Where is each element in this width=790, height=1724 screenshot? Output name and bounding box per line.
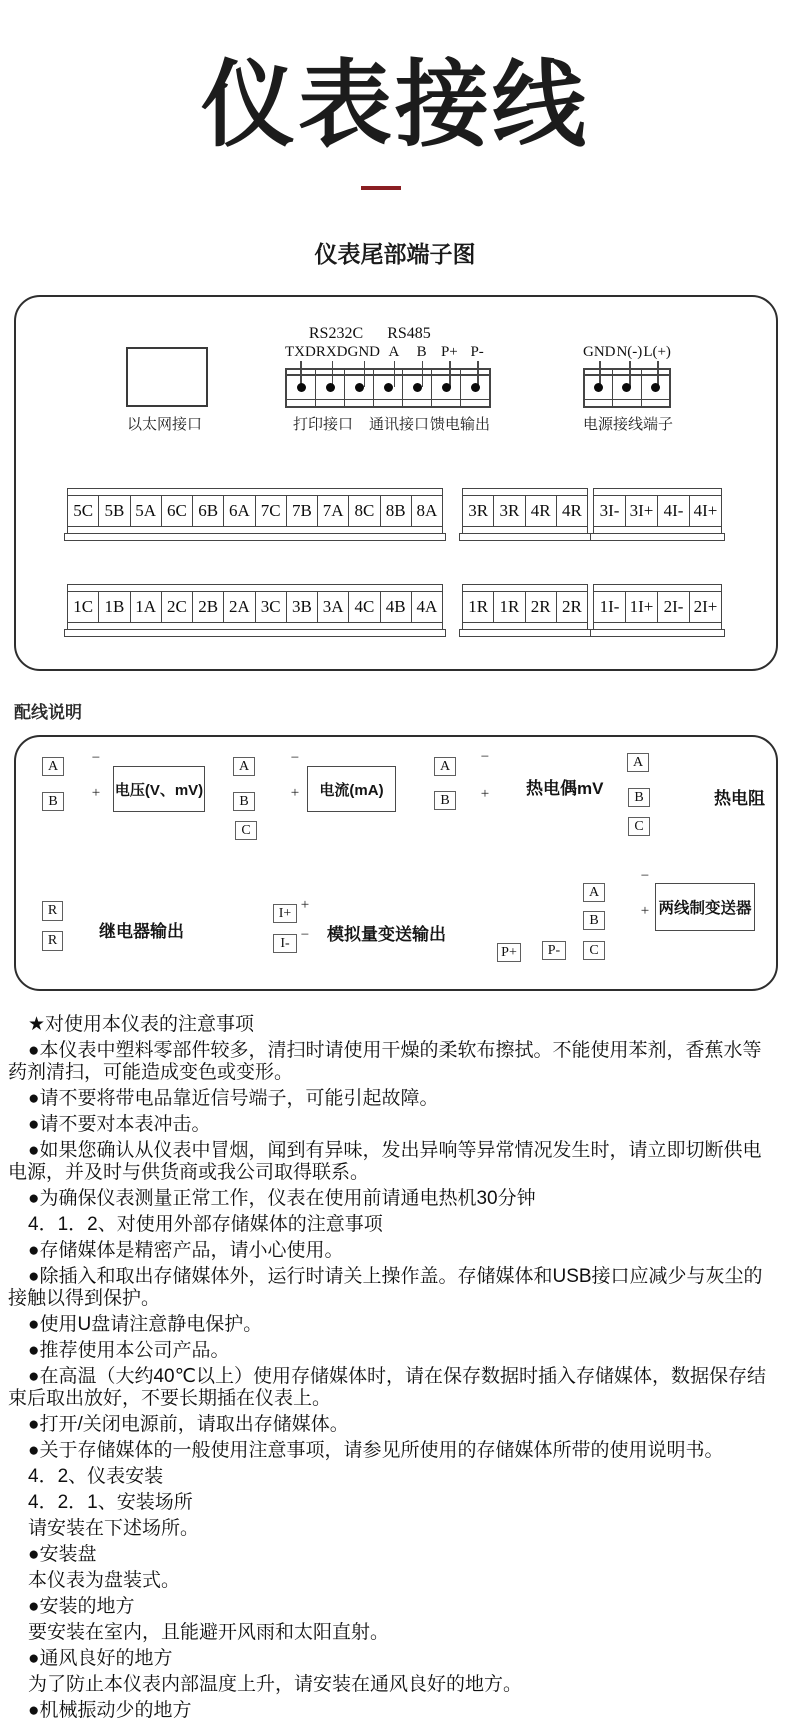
terminal-cell xyxy=(374,370,403,406)
pin-label: P+ xyxy=(440,344,458,360)
terminal-cell xyxy=(345,370,374,406)
terminal-cell-label: 6A xyxy=(224,496,255,526)
terminal-box: C xyxy=(235,821,257,840)
terminal-cell-label: 4I- xyxy=(658,496,690,526)
strip-rail xyxy=(463,622,587,629)
serial-terminal-cells xyxy=(285,368,491,408)
title-divider xyxy=(361,186,401,190)
note-paragraph: ●为确保仪表测量正常工作，仪表在使用前请通电热机30分钟 xyxy=(28,1188,536,1209)
pin-label: GND xyxy=(583,344,616,360)
note-paragraph: ●在高温（大约40℃以上）使用存储媒体时，请在保存数据时插入存储媒体，数据保存结束后取出放好，不要长期插在仪表上。 xyxy=(8,1366,766,1409)
minus-sign: − xyxy=(300,927,310,943)
ethernet-caption: 以太网接口 xyxy=(127,416,203,433)
comm-port-caption: 通讯接口 xyxy=(369,416,430,433)
terminal-box: A xyxy=(583,883,605,902)
terminal-cell xyxy=(642,370,669,406)
terminal-cell-label: 2C xyxy=(162,592,193,622)
screw-dot-icon xyxy=(651,383,660,392)
strip-base xyxy=(459,533,591,541)
terminal-cell-label: 2I- xyxy=(658,592,690,622)
terminal-cell-label: 4B xyxy=(381,592,412,622)
screw-dot-icon xyxy=(384,383,393,392)
plus-sign: + xyxy=(480,786,490,802)
voltage-device-box: 电压(V、mV) xyxy=(113,766,205,812)
terminal-cell-label: 7B xyxy=(287,496,318,526)
terminal-cell-label: 7A xyxy=(318,496,349,526)
relay-output-label: 继电器输出 xyxy=(99,922,184,941)
terminal-box: A xyxy=(627,753,649,772)
terminal-cell xyxy=(585,370,613,406)
strip-rail xyxy=(68,585,442,592)
screw-dot-icon xyxy=(594,383,603,392)
terminal-cell-label: 2R xyxy=(561,597,582,616)
terminal-cell-label: 5B xyxy=(99,496,130,526)
terminal-cell-label: 4I+ xyxy=(693,501,718,520)
analog-output-label: 模拟量变送输出 xyxy=(327,925,446,944)
screw-dot-icon xyxy=(442,383,451,392)
terminal-row2-group3 xyxy=(593,584,722,630)
strip-rail xyxy=(594,585,721,592)
power-caption: 电源接线端子 xyxy=(583,416,674,433)
note-paragraph: 4．1．2、对使用外部存储媒体的注意事项 xyxy=(28,1214,383,1235)
screw-dot-icon xyxy=(471,383,480,392)
minus-sign: − xyxy=(290,750,300,766)
pin-label: P- xyxy=(470,344,484,360)
strip-rail xyxy=(594,622,721,629)
terminal-cell xyxy=(403,370,432,406)
terminal-row2-group1 xyxy=(67,584,443,630)
strip-base xyxy=(459,629,591,637)
note-paragraph: 4．2．1、安装场所 xyxy=(28,1492,193,1513)
feed-output-caption: 馈电输出 xyxy=(430,416,491,433)
note-paragraph: ●除插入和取出存储媒体外，运行时请关上操作盖。存储媒体和USB接口应减少与灰尘的接触以得到保护。 xyxy=(8,1266,763,1309)
note-paragraph: ●使用U盘请注意静电保护。 xyxy=(28,1314,263,1335)
transmitter-device-box: 两线制变送器 xyxy=(655,883,755,931)
rs232c-label: RS232C xyxy=(308,325,364,342)
pin-label: GND xyxy=(347,344,380,360)
terminal-box: B xyxy=(233,792,255,811)
note-paragraph: ●存储媒体是精密产品，请小心使用。 xyxy=(28,1240,344,1261)
note-paragraph: ●通风良好的地方 xyxy=(28,1648,173,1669)
terminal-row1-group2 xyxy=(462,488,588,534)
terminal-cell-label: 3C xyxy=(256,592,287,622)
strip-rail xyxy=(594,526,721,533)
terminal-box: I- xyxy=(273,934,297,953)
note-paragraph: ●安装的地方 xyxy=(28,1596,135,1617)
screw-dot-icon xyxy=(413,383,422,392)
terminal-cell xyxy=(461,370,489,406)
terminal-cell-label: 2R xyxy=(526,592,557,622)
note-paragraph: ●请不要将带电品靠近信号端子，可能引起故障。 xyxy=(28,1088,439,1109)
note-paragraph: ★对使用本仪表的注意事项 xyxy=(28,1014,255,1035)
note-paragraph: 4．2、仪表安装 xyxy=(28,1466,164,1487)
wiring-section-title: 配线说明 xyxy=(14,703,82,722)
strip-rail xyxy=(594,489,721,496)
terminal-row1-group3 xyxy=(593,488,722,534)
ethernet-connector xyxy=(126,347,208,407)
pin-label: N(-) xyxy=(616,344,643,360)
terminal-cell xyxy=(432,370,461,406)
note-paragraph: 请安装在下述场所。 xyxy=(28,1518,200,1539)
terminal-cell-label: 4A xyxy=(416,597,438,616)
terminal-cell xyxy=(316,370,345,406)
power-terminal-cells xyxy=(583,368,671,408)
minus-sign: − xyxy=(640,868,650,884)
note-paragraph: ●关于存储媒体的一般使用注意事项，请参见所使用的存储媒体所带的使用说明书。 xyxy=(28,1440,724,1461)
terminal-box: P+ xyxy=(497,943,521,962)
terminal-box: I+ xyxy=(273,904,297,923)
terminal-box: A xyxy=(42,757,64,776)
terminal-cell-label: 6B xyxy=(193,496,224,526)
terminal-row1-group1 xyxy=(67,488,443,534)
strip-base xyxy=(590,533,725,541)
terminal-cell-label: 3I+ xyxy=(626,496,658,526)
pin-label: TXD xyxy=(285,344,316,360)
terminal-cell-label: 1C xyxy=(68,592,99,622)
note-paragraph: ●如果您确认从仪表中冒烟，闻到有异味，发出异响等异常情况发生时，请立即切断供电电源，并及时与供货商或我公司取得联系。 xyxy=(8,1140,762,1183)
terminal-cell-label: 3R xyxy=(494,496,525,526)
terminal-cell-label: 1R xyxy=(463,592,494,622)
terminal-cell-label: 1A xyxy=(131,592,162,622)
rs485-label: RS485 xyxy=(387,325,431,342)
terminal-cell-label: 2A xyxy=(224,592,255,622)
terminal-box: A xyxy=(233,757,255,776)
terminal-cell-label: 6C xyxy=(162,496,193,526)
terminal-cell-label: 2I+ xyxy=(693,597,718,616)
notes-section xyxy=(0,1014,778,1724)
strip-rail xyxy=(463,489,587,496)
terminal-box: C xyxy=(628,817,650,836)
screw-dot-icon xyxy=(622,383,631,392)
strip-base xyxy=(590,629,725,637)
plus-sign: + xyxy=(290,785,300,801)
plus-sign: + xyxy=(640,903,650,919)
strip-rail xyxy=(68,526,442,533)
terminal-diagram-heading: 仪表尾部端子图 xyxy=(314,241,476,267)
print-port-caption: 打印接口 xyxy=(293,416,354,433)
note-paragraph: 要安装在室内，且能避开风雨和太阳直射。 xyxy=(28,1622,390,1643)
terminal-box: B xyxy=(583,911,605,930)
terminal-cell-label: 7C xyxy=(256,496,287,526)
screw-dot-icon xyxy=(326,383,335,392)
terminal-box: B xyxy=(42,792,64,811)
pin-label: B xyxy=(416,344,427,360)
note-paragraph: ●机械振动少的地方 xyxy=(28,1700,192,1721)
terminal-cell xyxy=(287,370,316,406)
plus-sign: + xyxy=(91,785,101,801)
pin-label: RXD xyxy=(315,344,348,360)
minus-sign: − xyxy=(480,749,490,765)
terminal-box: P- xyxy=(542,941,566,960)
note-paragraph: ●安装盘 xyxy=(28,1544,97,1565)
terminal-cell-label: 4C xyxy=(349,592,380,622)
note-paragraph: ●打开/关闭电源前，请取出存储媒体。 xyxy=(28,1414,349,1435)
terminal-cell-label: 4R xyxy=(526,496,557,526)
terminal-cell-label: 1I+ xyxy=(626,592,658,622)
strip-base xyxy=(64,533,446,541)
minus-sign: − xyxy=(91,750,101,766)
rtd-label: 热电阻 xyxy=(714,789,765,808)
pin-label: L(+) xyxy=(643,344,671,360)
screw-dot-icon xyxy=(355,383,364,392)
terminal-cell-label: 5A xyxy=(131,496,162,526)
terminal-box: C xyxy=(583,941,605,960)
strip-rail xyxy=(463,585,587,592)
pin-label: A xyxy=(388,344,400,360)
terminal-box: R xyxy=(42,931,63,951)
terminal-cell-label: 8B xyxy=(381,496,412,526)
terminal-box: B xyxy=(628,788,650,807)
thermocouple-label: 热电偶mV xyxy=(526,779,604,798)
terminal-cell-label: 1B xyxy=(99,592,130,622)
note-paragraph: ●推荐使用本公司产品。 xyxy=(28,1340,230,1361)
terminal-cell-label: 3B xyxy=(287,592,318,622)
terminal-cell xyxy=(613,370,641,406)
terminal-row2-group2 xyxy=(462,584,588,630)
terminal-box: A xyxy=(434,757,456,776)
note-paragraph: ●请不要对本表冲击。 xyxy=(28,1114,211,1135)
terminal-cell-label: 1I- xyxy=(594,592,626,622)
terminal-cell-label: 8A xyxy=(416,501,438,520)
terminal-cell-label: 1R xyxy=(494,592,525,622)
strip-rail xyxy=(68,489,442,496)
note-paragraph: 本仪表为盘装式。 xyxy=(28,1570,181,1591)
current-device-box: 电流(mA) xyxy=(307,766,396,812)
terminal-cell-label: 8C xyxy=(349,496,380,526)
terminal-box: B xyxy=(434,791,456,810)
strip-base xyxy=(64,629,446,637)
terminal-cell-label: 3I- xyxy=(594,496,626,526)
strip-rail xyxy=(68,622,442,629)
terminal-cell-label: 3A xyxy=(318,592,349,622)
screw-dot-icon xyxy=(297,383,306,392)
terminal-box: R xyxy=(42,901,63,921)
note-paragraph: 为了防止本仪表内部温度上升，请安装在通风良好的地方。 xyxy=(28,1674,523,1695)
terminal-cell-label: 2B xyxy=(193,592,224,622)
terminal-cell-label: 4R xyxy=(561,501,582,520)
terminal-cell-label: 5C xyxy=(68,496,99,526)
plus-sign: + xyxy=(300,897,310,913)
strip-rail xyxy=(463,526,587,533)
page-title: 仪表接线 xyxy=(200,52,589,157)
terminal-cell-label: 3R xyxy=(463,496,494,526)
note-paragraph: ●本仪表中塑料零部件较多，清扫时请使用干燥的柔软布擦拭。不能使用苯剂，香蕉水等药剂清扫，可能造成变色或变形。 xyxy=(8,1040,762,1083)
